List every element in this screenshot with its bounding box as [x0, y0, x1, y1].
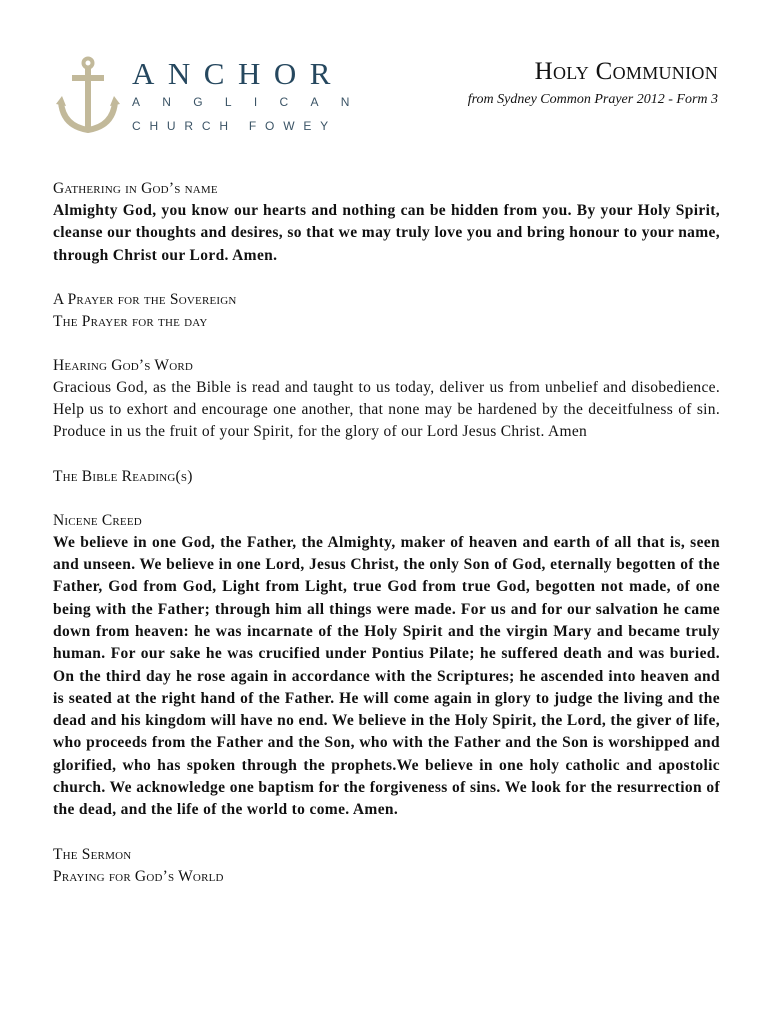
liturgy-content: [53, 178, 720, 888]
anchor-icon: [56, 56, 120, 136]
logo-anglican: ANGLICAN: [132, 95, 372, 109]
prayer-gathering: Almighty God, you know our hearts and nothing can be hidden from you. By your Holy Spirit, cleanse our thoughts and desires, so that we may truly love you and bring honour to your name, through Christ our Lord. Amen.: [53, 202, 720, 264]
prayer-hearing: Gracious God, as the Bible is read and taught to us today, deliver us from unbelief and disobedience. Help us to exhort and encourage one another, that none may be hardened by the deceitfulness of sin. Produce in us the fruit of your Spirit, for the glory of our Lord Jesus Christ. Amen: [53, 378, 720, 441]
page-subtitle: from Sydney Common Prayer 2012 - Form 3: [467, 92, 718, 107]
creed-text: We believe in one God, the Father, the Almighty, maker of heaven and earth of all that is, seen and unseen. We believe in one Lord, Jesus Christ, the only Son of God, eternally begotten of the Father, God from God, Light from Light, true God from true God, begotten not made, of one being with the Father; through him all things were made. For us and for our salvation he came down from heaven: he was incarnate of the Holy Spirit and the virgin Mary and became truly human. For our sake he was crucified under Pontius Pilate; he suffered death and was buried. On the third day he rose again in accordance with the Scriptures; he ascended into heaven and is seated at the right hand of the Father. He will come again in glory to judge the living and the dead and his kingdom will have no end. We believe in the Holy Spirit, the Lord, the giver of life, who proceeds from the Father and the Son, who with the Father and the Son is worshipped and glorified, who has spoken through the prophets.We believe in one holy catholic and apostolic church. We acknowledge one baptism for the forgiveness of sins. We look for the resurrection of the dead, and the life of the world to come. Amen.: [53, 533, 720, 819]
heading-readings: The Bible Reading(s): [53, 467, 193, 485]
church-logo: [56, 56, 372, 140]
heading-sovereign: A Prayer for the Sovereign: [53, 290, 237, 308]
heading-prayer-day: The Prayer for the day: [53, 312, 208, 330]
heading-world: Praying for God’s World: [53, 867, 224, 885]
heading-creed: Nicene Creed: [53, 511, 142, 529]
page-title: Holy Communion: [534, 58, 718, 85]
heading-gathering: Gathering in God’s name: [53, 180, 218, 197]
heading-sermon: The Sermon: [53, 845, 132, 863]
logo-church-fowey: CHURCH FOWEY: [132, 119, 337, 133]
heading-hearing: Hearing God’s Word: [53, 356, 194, 374]
logo-name: ANCHOR: [132, 56, 344, 91]
